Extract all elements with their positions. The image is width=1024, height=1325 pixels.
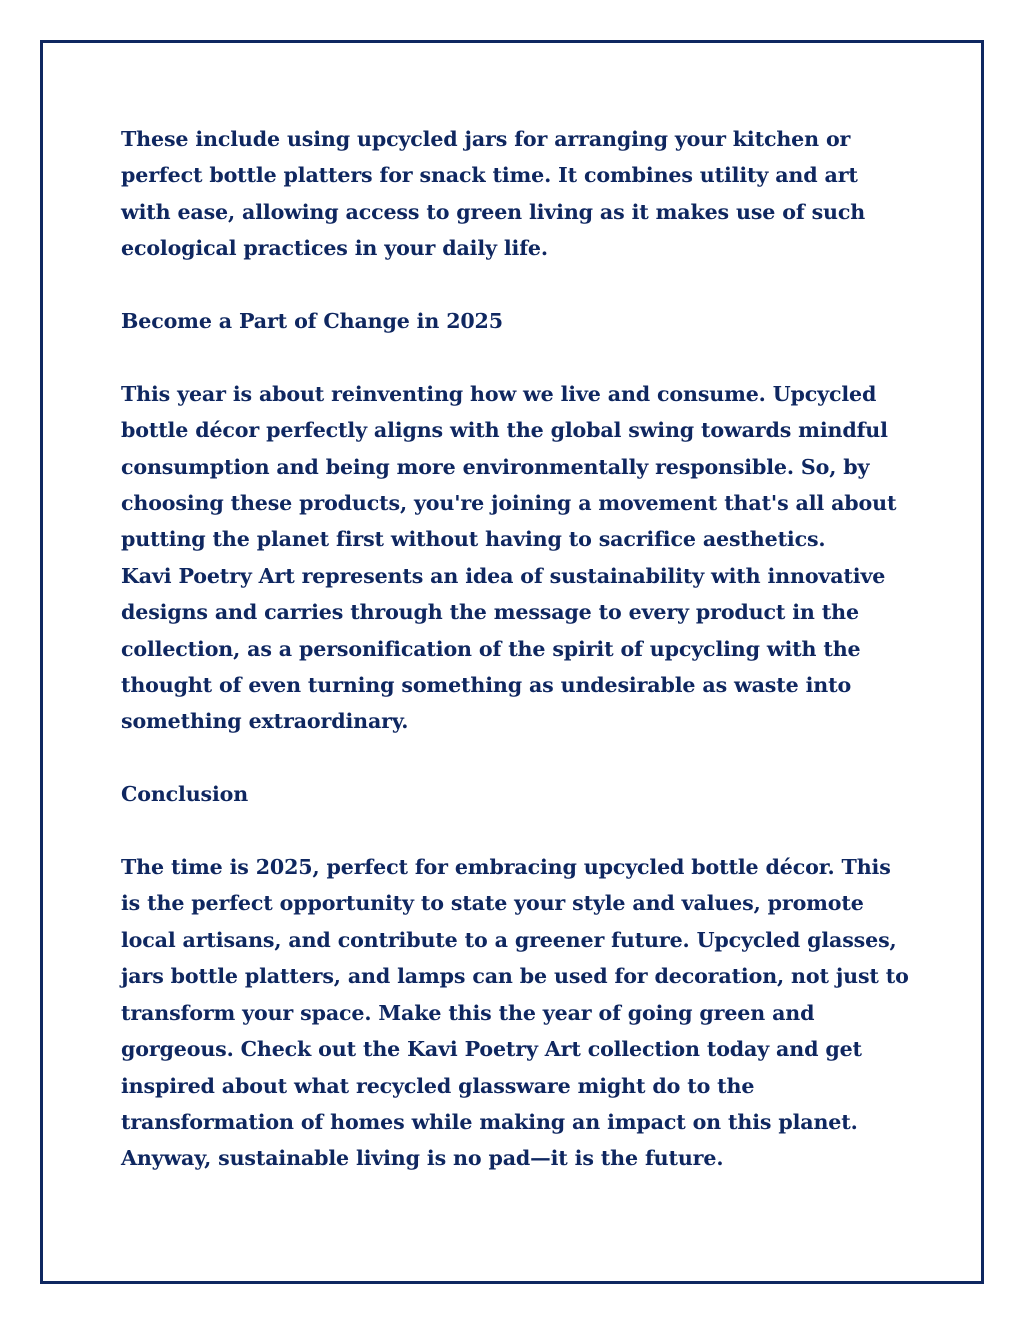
paragraph-reinventing: This year is about reinventing how we live and consume. Upcycled bottle décor perfectly aligns with the global swing towards mindful consumption and being more environmentally responsible. So, by choosing these products, you're joining a movement that's all about putting the planet first without having to sacrifice aesthetics. xyxy=(121,381,897,552)
paragraph-gap xyxy=(121,267,911,303)
paragraph-kavi-poetry-art: Kavi Poetry Art represents an idea of sustainability with innovative designs and carries through the message to every product in the collection, as a personification of the spirit of upcycling with the thought of even turning something as undesirable as waste into something extraordinary. xyxy=(121,563,886,734)
paragraph-gap xyxy=(121,813,911,849)
paragraph-gap xyxy=(121,740,911,776)
section-heading-conclusion: Conclusion xyxy=(121,782,249,807)
document-body xyxy=(121,121,911,1177)
section-heading-change-2025: Become a Part of Change in 2025 xyxy=(121,309,503,334)
paragraph-conclusion: The time is 2025, perfect for embracing upcycled bottle décor. This is the perfect opportunity to state your style and values, promote local artisans, and contribute to a greener future. Upcycled glasses, jars bottle platters, and lamps can be used for decoration, not just to transform your space. Make this the year of going green and gorgeous. Check out the Kavi Poetry Art collection today and get inspired about what recycled glassware might do to the transformation of homes while making an impact on this planet. Anyway, sustainable living is no pad—it is the future. xyxy=(121,855,909,1171)
paragraph-gap xyxy=(121,339,911,375)
paragraph-upcycled-jars: These include using upcycled jars for arranging your kitchen or perfect bottle platters for snack time. It combines utility and art with ease, allowing access to green living as it makes use of such ecological practices in your daily life. xyxy=(121,127,866,261)
